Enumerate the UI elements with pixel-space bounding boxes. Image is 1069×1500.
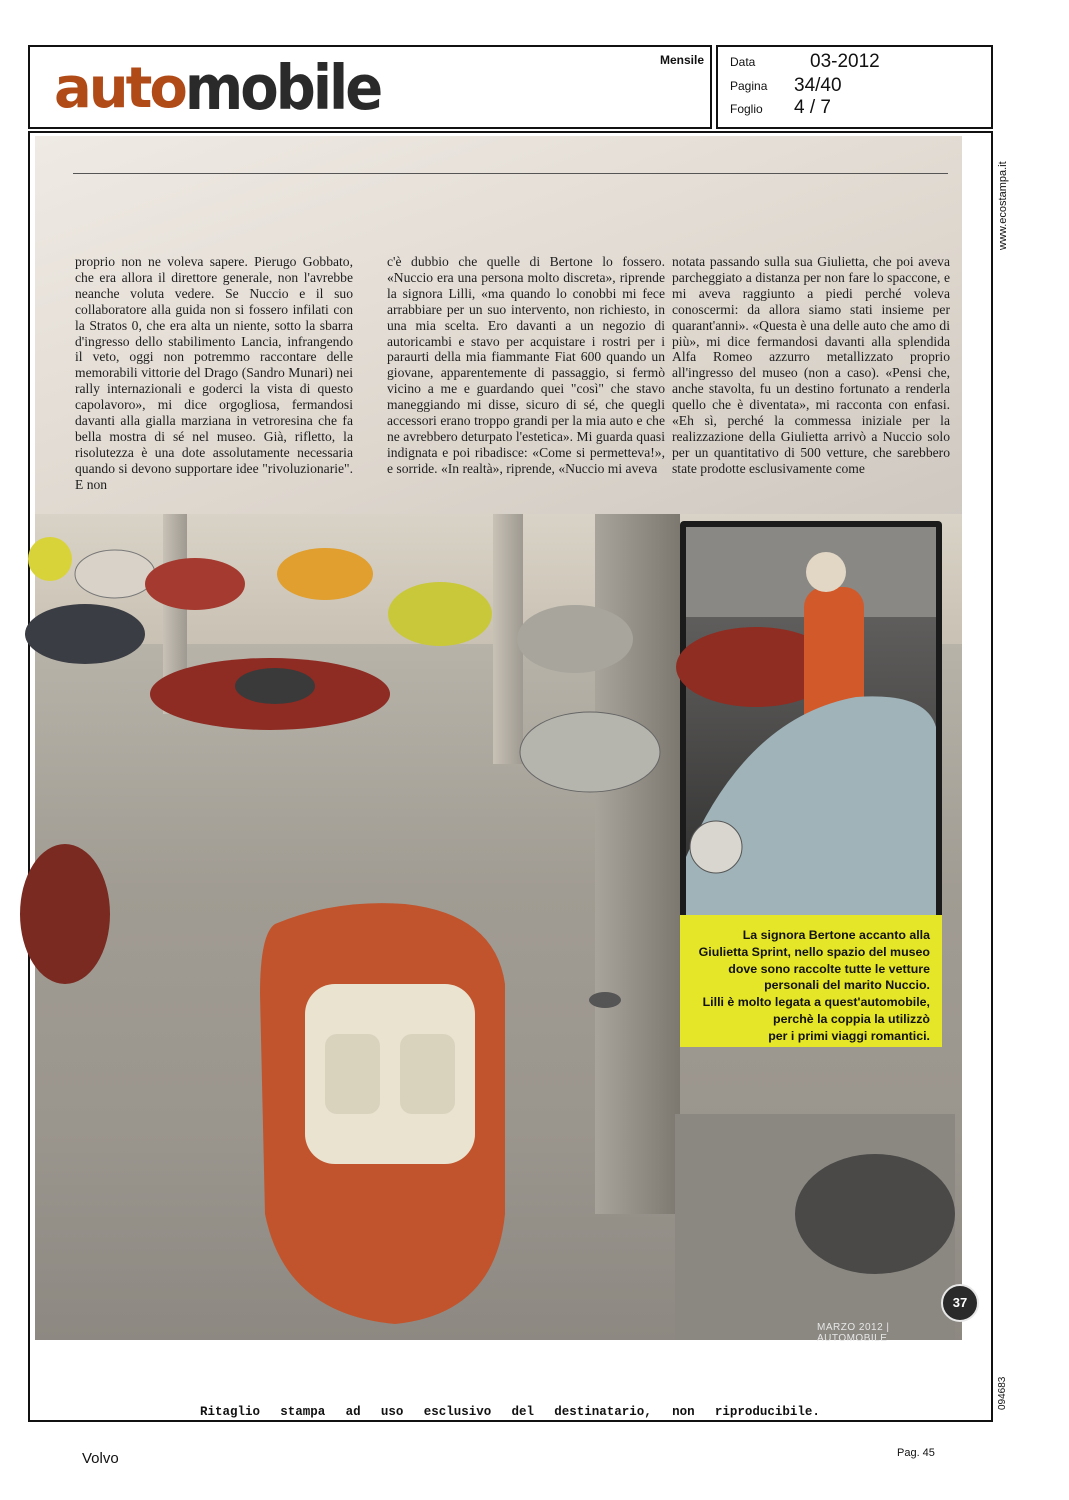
- side-url-text: www.ecostampa.it: [997, 161, 1009, 250]
- headlight: [690, 821, 742, 873]
- caption-line: personali del marito Nuccio.: [764, 978, 930, 993]
- top-rule: [73, 173, 948, 174]
- logo-mobile: mobile: [184, 52, 381, 125]
- disclaimer: [200, 1405, 820, 1419]
- caption-line: dove sono raccolte tutte le vetture: [728, 961, 930, 976]
- red-car: [145, 558, 245, 610]
- magazine-folio: MARZO 2012 | AUTOMOBILE: [817, 1322, 890, 1344]
- woman-head: [806, 552, 846, 592]
- inset-photo-illustration: [686, 527, 936, 915]
- logo-auto: auto: [54, 56, 185, 121]
- footer-client: Volvo: [82, 1450, 119, 1467]
- caption-line: per i primi viaggi romantici.: [768, 1028, 930, 1043]
- caption-line: La signora Bertone accanto alla: [742, 928, 930, 942]
- caption-line: Lilli è molto legata a quest'automobile,: [702, 995, 930, 1010]
- silver-car: [517, 605, 633, 673]
- meta-date-label: Data: [730, 55, 756, 69]
- footer-page: Pag. 45: [897, 1447, 935, 1459]
- periodicity-label: Mensile: [659, 53, 704, 67]
- caption-line: Giulietta Sprint, nello spazio del museo: [698, 944, 930, 959]
- header-meta-box: [716, 45, 993, 129]
- meta-date-value: 03-2012: [810, 51, 880, 72]
- grey-car: [520, 712, 660, 792]
- white-car: [75, 550, 155, 598]
- side-code-text: 094683: [997, 1376, 1008, 1410]
- disclaimer-word: del: [511, 1405, 534, 1419]
- header-logo-box: [28, 45, 712, 129]
- inset-photo: [686, 527, 936, 915]
- inset-photo-frame: [680, 521, 942, 1047]
- meta-sheet-label: Foglio: [730, 102, 763, 116]
- seat-left: [325, 1034, 380, 1114]
- article-column-2: c'è dubbio che quelle di Bertone lo fossero. «Nuccio era una persona molto discreta», riprende la signora Lilli, «ma quando lo conobbi mi fece arrabbiare per un suo intervento, non richiesto, in una mia scelta. Ero davanti a un negozio di autoricambi e stavo per acquistare i rostri per i paraurti della mia fiammante Fiat 600 quando un giovane, apparentemente di passaggio, si fermò vicino a me e guardando quei "così" che stavo maneggiando mi disse, sicuro di sé, che quegli accessori erano troppo grandi per la mia auto e che ne avrebbero deturpato l'estetica». Mi guarda quasi indignata e poi ribadisce: «Come si permetteva!», e sorride. «In realtà», riprende, «Nuccio mi aveva: [387, 254, 665, 476]
- maroon-car: [20, 844, 110, 984]
- publication-logo: [54, 49, 380, 129]
- magazine-page: [35, 136, 968, 1344]
- disclaimer-word: non: [672, 1405, 695, 1419]
- yellow-car: [28, 537, 72, 581]
- seat-right: [400, 1034, 455, 1114]
- lime-car: [388, 582, 492, 646]
- orange-car: [277, 548, 373, 600]
- page-number-badge: 37: [941, 1284, 979, 1322]
- meta-sheet-value: 4 / 7: [794, 97, 831, 118]
- side-code: [997, 1365, 1017, 1410]
- caption-line: perchè la coppia la utilizzò: [773, 1011, 930, 1026]
- dark-grey-car: [795, 1154, 955, 1274]
- meta-page-value: 34/40: [794, 75, 842, 96]
- side-url: [997, 140, 1017, 250]
- meta-page-label: Pagina: [730, 79, 768, 93]
- dark-car: [25, 604, 145, 664]
- photo-caption: [680, 915, 942, 1047]
- article-column-3: notata passando sulla sua Giulietta, che poi aveva parcheggiato a distanza per non fare lo spaccone, e mi aveva raggiunto a piedi perché voleva conoscermi: da allora siamo stati insieme per quarant'anni». «Questa è una delle auto che amo di più», mi dice fermandosi davanti alla splendida Alfa Romeo azzurro metallizzato proprio all'ingresso del museo (non a caso). «Pensi che, anche stavolta, fu un destino fortunato a renderla quello che è diventata», mi racconta con enfasi. «Eh sì, perché la commessa iniziale per la realizzazione della Giulietta arrivò a Nuccio solo per un quantitativo di 500 vetture, che sarebbero state prodotte esclusivamente come: [672, 254, 950, 476]
- floor-drain: [589, 992, 621, 1008]
- giulietta-sprint: [686, 696, 936, 915]
- red-coupe-cockpit: [235, 668, 315, 704]
- disclaimer-word: uso: [380, 1405, 404, 1419]
- disclaimer-word: riproducibile.: [714, 1405, 820, 1419]
- disclaimer-word: Ritaglio: [200, 1405, 261, 1419]
- disclaimer-word: destinatario,: [554, 1405, 652, 1419]
- article-column-1: proprio non ne voleva sapere. Pierugo Gobbato, che era allora il direttore generale, non l'avrebbe neanche voluta vedere. Se Nuccio e il suo collaboratore alla guida non si fossero infilati con la Stratos 0, che era alta un niente, sotto la sbarra d'ingresso dello stabilimento Lancia, infrangendo il veto, oggi non potremmo raccontare delle memorabili vittorie del Drago (Sandro Munari) nei rally internazionali e goderci la vista di questo capolavoro», mi dice orgogliosa, fermandosi davanti alla gialla marziana in vetroresina che fa bella mostra di sé nel museo. Già, rifletto, la risolutezza è una dote assolutamente necessaria quando si devono supportare idee "rivoluzionarie". E non: [75, 254, 353, 492]
- disclaimer-word: ad: [345, 1405, 361, 1419]
- disclaimer-word: stampa: [280, 1405, 326, 1419]
- disclaimer-word: esclusivo: [423, 1405, 492, 1419]
